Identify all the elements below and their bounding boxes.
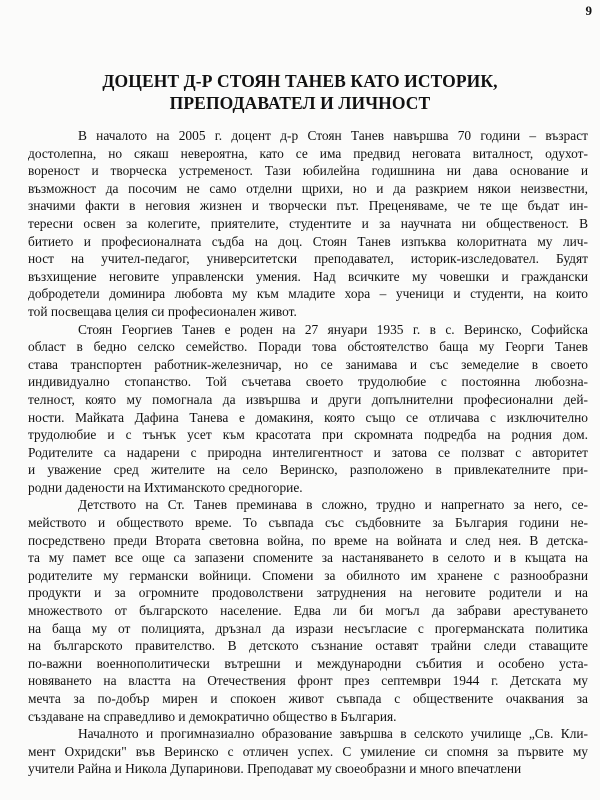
paragraph: [28, 321, 588, 497]
text-line: телност, която му помогнала да извършва и други допълнителни професионални дей-: [28, 391, 588, 407]
text-line: битието и професионалната съдба на доц. Стоян Танев изпъква колоритната му лич-: [28, 233, 588, 249]
text-line: учители Райна и Никола Дупаринови. Преподават му своеобразни и много впечатлени: [28, 761, 522, 777]
text-line: индивидуално стопанство. Той съчетава своето трудолюбие с постоянна любозна-: [28, 374, 588, 390]
text-line: вореност и творческа устременост. Тази юбилейна годишнина ни дава основание и: [28, 163, 588, 179]
page-number: 9: [585, 3, 592, 18]
text-line: възхищение неговите управленски умения. Над всичките му човешки и граждански: [28, 268, 588, 284]
chapter-title: [40, 70, 560, 114]
text-line: значими факти в неговия жизнен и творчески път. Преценяваме, че те ще бъдат ин-: [28, 198, 588, 214]
text-line: мент Охридски" във Веринско с отличен успех. С умиление си спомня за първите му: [28, 743, 588, 759]
paragraph: [28, 725, 588, 778]
text-line: добродетели доминира любовта му към младите хора – ученици и студенти, на които: [28, 286, 588, 302]
text-line: родни дадености на Ихтиманското средногорие.: [28, 479, 303, 495]
text-line: продукти и за огромните продоволствени затруднения на неговите родители и на: [28, 585, 588, 601]
text-line: създаване на справедливо и демократично общество в България.: [28, 708, 397, 724]
text-line: област в бедно селско семейство. Поради това обстоятелство баща му Георги Танев: [28, 339, 588, 355]
text-line: та му памет все още са запазени спомените за настаняването в селото и в къщата на: [28, 550, 588, 566]
text-line: Началното и прогимназиално образование завършва в селското училище „Св. Кли-: [78, 726, 588, 742]
title-line: ПРЕПОДАВАТЕЛ И ЛИЧНОСТ: [169, 93, 431, 113]
text-line: възможност да посочим не само отделни щрихи, но и да разкрием някои неизвестни,: [28, 180, 588, 196]
text-line: ности. Майката Дафина Танева е домакиня, която също се отличава с изключително: [28, 409, 588, 425]
text-line: мейството и обществото време. То съвпада със съдбовните за България години не-: [28, 515, 588, 531]
text-line: новяването на властта на Отечествения фронт през септември 1944 г. Детската му: [28, 673, 588, 689]
title-line: ДОЦЕНТ Д-Р СТОЯН ТАНЕВ КАТО ИСТОРИК,: [102, 71, 498, 91]
text-line: посредствено преди Втората световна война, по време на войната и след нея. В детска-: [28, 532, 588, 548]
text-line: тересни освен за колегите, приятелите, студентите и за научната ни общественост. В: [28, 215, 588, 231]
text-line: и уважение сред жителите на село Веринско, разположено в привлекателните при-: [28, 462, 588, 478]
text-line: множеството от българското население. Едва ли би могъл да забрави арестуването: [28, 603, 588, 619]
text-line: Родителите са надарени с природна интелигентност и затова се ползват с авторитет: [28, 444, 588, 460]
paragraph: [28, 127, 588, 321]
text-line: Стоян Георгиев Танев е роден на 27 януари 1935 г. в с. Веринско, Софийска: [78, 321, 588, 337]
text-line: той посвещава целия си професионален живот.: [28, 303, 297, 319]
text-line: на баща му от полицията, дръзнал да изрази несъгласие с прогерманската политика: [28, 620, 588, 636]
text-line: трудолюбие и с тънък усет към красотата при скромната подредба на родния дом.: [28, 427, 588, 443]
paragraph: [28, 496, 588, 725]
text-line: по-важни военнополитически вътрешни и международни събития и особено уста-: [28, 655, 588, 671]
text-line: достолепна, но сякаш невероятна, като се има предвид неговата виталност, одухот-: [28, 145, 588, 161]
text-line: родителите му германски войници. Спомени за обилното им хранене с разнообразни: [28, 567, 588, 583]
text-line: Детството на Ст. Танев преминава в сложно, трудно и напрегнато за него, се-: [78, 497, 588, 513]
text-line: на българското правителство. В детското съзнание оставят трайни следи ставащите: [28, 638, 588, 654]
text-line: става транспортен работник-железничар, но се занимава и със земеделие в своето: [28, 356, 588, 372]
text-line: мечта за по-добър мирен и спокоен живот съвпада с обществените очаквания за: [28, 691, 588, 706]
body-text: [28, 127, 588, 778]
text-line: В началото на 2005 г. доцент д-р Стоян Танев навършва 70 години – възраст: [78, 128, 588, 143]
text-line: ност на учител-педагог, университетски преподавател, историк-изследовател. Будят: [28, 251, 588, 267]
